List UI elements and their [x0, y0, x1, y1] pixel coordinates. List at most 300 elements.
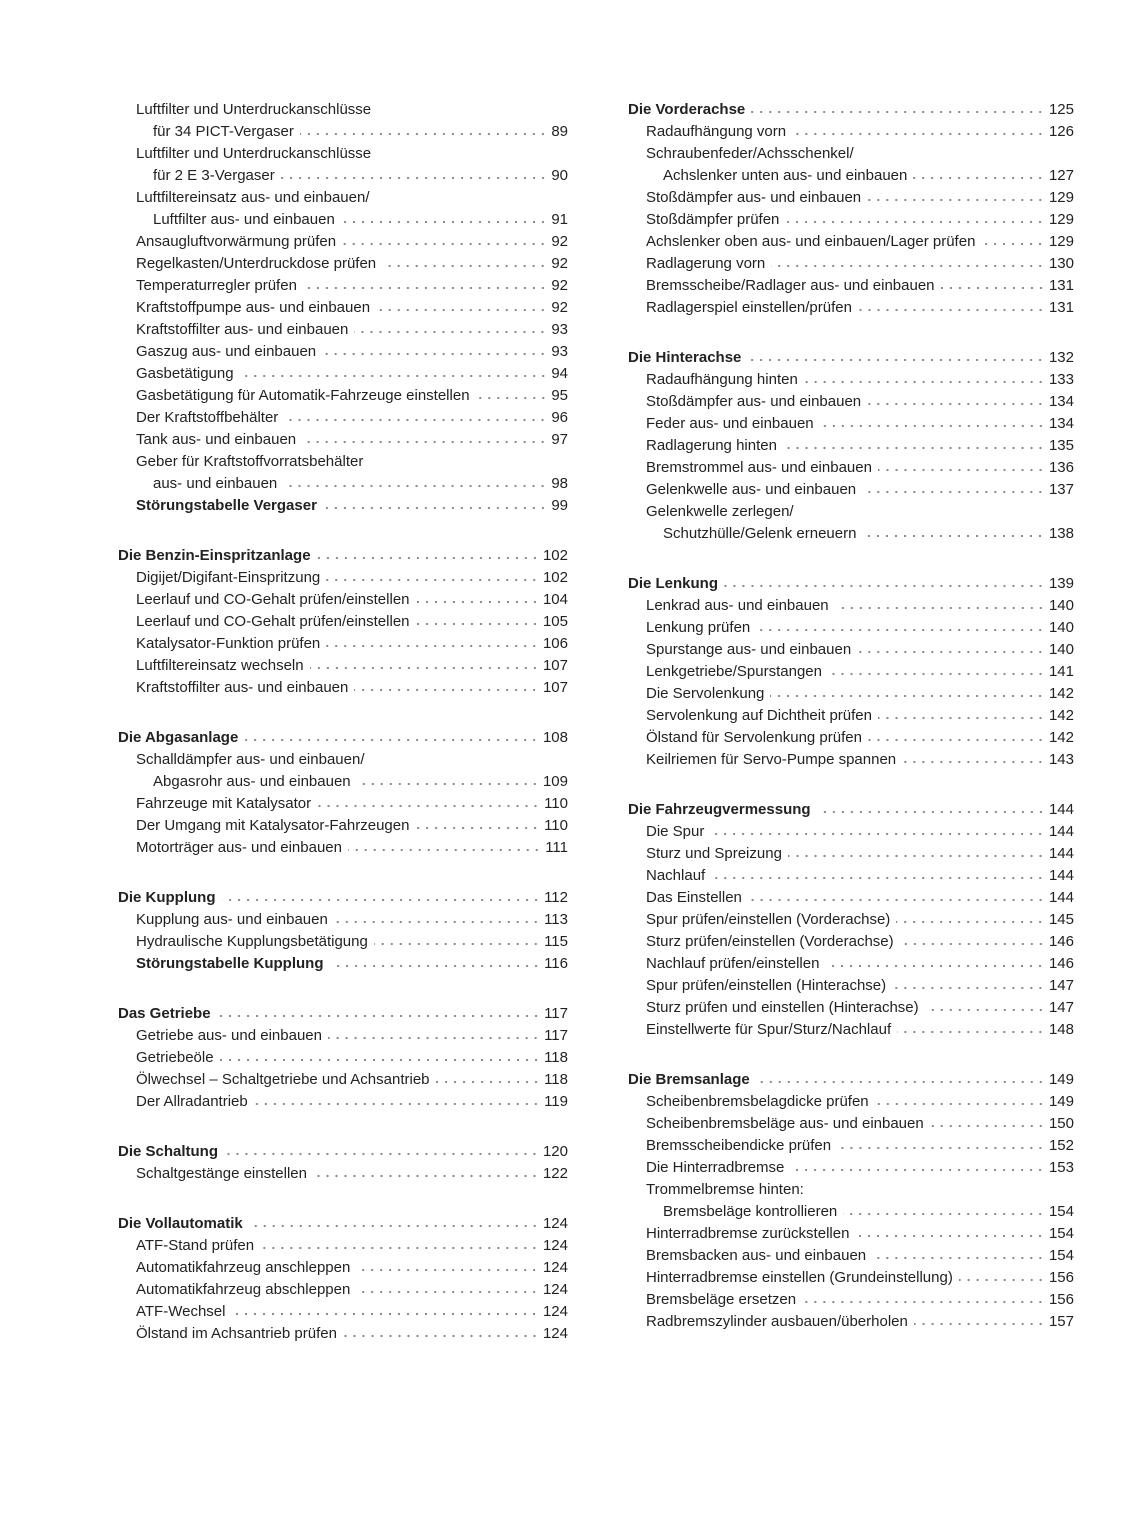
toc-entry [118, 385, 568, 407]
toc-entry [628, 727, 1074, 749]
dot-leader [284, 418, 547, 422]
toc-entry [118, 275, 568, 297]
entry-text: Leerlauf und CO-Gehalt prüfen/einstellen [136, 613, 410, 630]
dot-leader [843, 1212, 1045, 1216]
dot-leader [356, 1268, 539, 1272]
entry-text: Die Bremsanlage [628, 1071, 750, 1088]
page-number: 139 [1048, 575, 1074, 592]
section-heading [118, 887, 568, 909]
page-number: 154 [1048, 1203, 1074, 1220]
entry-text: Gaszug aus- und einbauen [136, 343, 317, 360]
entry-text: Schaltgestänge einstellen [136, 1165, 307, 1182]
entry-text: Bremsbacken aus- und einbauen [646, 1247, 867, 1264]
toc-entry [628, 1289, 1074, 1311]
page-number: 92 [551, 299, 568, 316]
entry-text: Luftfilter und Unterdruckanschlüsse [136, 145, 372, 162]
toc-entry [118, 121, 568, 143]
entry-text: Der Umgang mit Katalysator-Fahrzeugen [136, 817, 410, 834]
toc-entry [628, 639, 1074, 661]
page-number: 144 [1048, 889, 1074, 906]
entry-text: Katalysator-Funktion prüfen [136, 635, 321, 652]
page-number: 152 [1048, 1137, 1074, 1154]
entry-text: Luftfiltereinsatz aus- und einbauen/ [136, 189, 370, 206]
dot-leader [244, 738, 539, 742]
toc-entry [118, 1279, 568, 1301]
page-number: 124 [542, 1237, 568, 1254]
page-number: 141 [1048, 663, 1074, 680]
toc-entry [118, 473, 568, 495]
entry-text: Feder aus- und einbauen [646, 415, 814, 432]
toc-entry [628, 187, 1074, 209]
toc-entry [118, 931, 568, 953]
page-number: 131 [1048, 277, 1074, 294]
page-number: 150 [1048, 1115, 1074, 1132]
toc-entry [628, 253, 1074, 275]
toc-entry [628, 121, 1074, 143]
toc-entry [628, 1091, 1074, 1113]
toc-entry [628, 479, 1074, 501]
dot-leader [724, 584, 1045, 588]
dot-leader [328, 1036, 540, 1040]
dot-leader [867, 402, 1045, 406]
page-number: 107 [542, 679, 568, 696]
toc-entry [628, 369, 1074, 391]
toc-section [628, 573, 1074, 771]
dot-leader [302, 440, 547, 444]
entry-text: Tank aus- und einbauen [136, 431, 297, 448]
entry-text: Radlagerspiel einstellen/prüfen [646, 299, 852, 316]
dot-leader [415, 826, 540, 830]
entry-text: Radlagerung vorn [646, 255, 766, 272]
page-number: 143 [1048, 751, 1074, 768]
page-number: 154 [1048, 1225, 1074, 1242]
toc-section [118, 545, 568, 699]
toc-entry [118, 165, 568, 187]
dot-leader [436, 1080, 541, 1084]
toc-entry [628, 501, 1074, 523]
toc-entry [628, 617, 1074, 639]
toc-entry [628, 997, 1074, 1019]
toc-entry [118, 319, 568, 341]
page-number: 133 [1048, 371, 1074, 388]
entry-text: Die Spur [646, 823, 705, 840]
entry-text: Achslenker oben aus- und einbauen/Lager prüfen [646, 233, 976, 250]
dot-leader [330, 964, 541, 968]
dot-leader [802, 1300, 1045, 1304]
toc-section [118, 1141, 568, 1185]
entry-text: Hydraulische Kupplungsbetätigung [136, 933, 368, 950]
entry-text: Sturz prüfen und einstellen (Hinterachse) [646, 999, 919, 1016]
entry-text: Der Allradantrieb [136, 1093, 248, 1110]
page-number: 145 [1048, 911, 1074, 928]
dot-leader [374, 942, 540, 946]
page-number: 117 [544, 1005, 568, 1022]
toc-section [118, 1213, 568, 1345]
dot-leader [222, 898, 541, 902]
toc-entry [118, 187, 568, 209]
section-heading [118, 1213, 568, 1235]
page-number: 90 [551, 167, 568, 184]
section-heading [628, 99, 1074, 121]
toc-entry [628, 1223, 1074, 1245]
page-number: 147 [1048, 999, 1074, 1016]
entry-text: Stoßdämpfer aus- und einbauen [646, 189, 862, 206]
page-number: 92 [551, 255, 568, 272]
page-number: 132 [1048, 349, 1074, 366]
toc-entry [118, 1257, 568, 1279]
entry-text: Die Fahrzeugvermessung [628, 801, 811, 818]
dot-leader [930, 1124, 1045, 1128]
dot-leader [303, 286, 547, 290]
dot-leader [334, 920, 540, 924]
page-number: 125 [1048, 101, 1074, 118]
toc-entry [628, 413, 1074, 435]
entry-text: Bremsscheibendicke prüfen [646, 1137, 832, 1154]
dot-leader [342, 242, 547, 246]
dot-leader [376, 308, 547, 312]
dot-leader [317, 556, 539, 560]
toc-entry [628, 297, 1074, 319]
page-number: 129 [1048, 189, 1074, 206]
page-number: 140 [1048, 619, 1074, 636]
toc-entry [118, 677, 568, 699]
entry-text: Automatikfahrzeug anschleppen [136, 1259, 351, 1276]
dot-leader [878, 716, 1045, 720]
toc-entry [628, 1113, 1074, 1135]
dot-leader [825, 964, 1045, 968]
entry-text: Spur prüfen/einstellen (Vorderachse) [646, 911, 891, 928]
page-number: 149 [1048, 1071, 1074, 1088]
page-number: 119 [544, 1093, 568, 1110]
dot-leader [416, 622, 539, 626]
entry-text: Das Einstellen [646, 889, 742, 906]
entry-text: Die Hinterachse [628, 349, 742, 366]
dot-leader [783, 446, 1045, 450]
entry-text: Lenkung prüfen [646, 619, 751, 636]
entry-text: Ansaugluftvorwärmung prüfen [136, 233, 337, 250]
dot-leader [981, 242, 1045, 246]
entry-text: Bremstrommel aus- und einbauen [646, 459, 872, 476]
entry-text: Stoßdämpfer aus- und einbauen [646, 393, 862, 410]
toc-entry [628, 909, 1074, 931]
page-number: 134 [1048, 393, 1074, 410]
page-number: 124 [542, 1281, 568, 1298]
page-number: 97 [551, 431, 568, 448]
page-number: 148 [1048, 1021, 1074, 1038]
entry-text: Luftfilter aus- und einbauen [153, 211, 335, 228]
page-number: 137 [1048, 481, 1074, 498]
toc-entry [628, 821, 1074, 843]
page-number: 142 [1048, 707, 1074, 724]
dot-leader [711, 876, 1045, 880]
dot-leader [817, 810, 1045, 814]
page-number: 136 [1048, 459, 1074, 476]
page-number: 94 [551, 365, 568, 382]
dot-leader [837, 1146, 1045, 1150]
entry-text: Regelkasten/Unterdruckdose prüfen [136, 255, 377, 272]
dot-leader [220, 1058, 541, 1062]
entry-text: Servolenkung auf Dichtheit prüfen [646, 707, 872, 724]
page-number: 124 [542, 1303, 568, 1320]
entry-text: Kraftstoffilter aus- und einbauen [136, 679, 349, 696]
entry-text: Geber für Kraftstoffvorratsbehälter [136, 453, 364, 470]
dot-leader [792, 132, 1045, 136]
dot-leader [710, 832, 1045, 836]
page-number: 108 [542, 729, 568, 746]
toc-section [628, 1069, 1074, 1333]
dot-leader [756, 628, 1045, 632]
entry-text: Leerlauf und CO-Gehalt prüfen/einstellen [136, 591, 410, 608]
entry-text: Schutzhülle/Gelenk erneuern [663, 525, 857, 542]
entry-text: Die Servolenkung [646, 685, 765, 702]
entry-text: Lenkgetriebe/Spurstangen [646, 663, 822, 680]
dot-leader [868, 738, 1045, 742]
page-number: 129 [1048, 233, 1074, 250]
page-number: 91 [551, 211, 568, 228]
toc-entry [118, 771, 568, 793]
page-number: 109 [542, 773, 568, 790]
page-number: 111 [545, 839, 568, 856]
toc-section [118, 887, 568, 975]
entry-text: Gelenkwelle zerlegen/ [646, 503, 794, 520]
toc-entry [628, 275, 1074, 297]
entry-text: Achslenker unten aus- und einbauen [663, 167, 908, 184]
toc-entry [628, 1201, 1074, 1223]
entry-text: Getriebeöle [136, 1049, 214, 1066]
page-number: 95 [551, 387, 568, 404]
toc-section [118, 1003, 568, 1113]
page-number: 142 [1048, 729, 1074, 746]
toc-entry [628, 165, 1074, 187]
dot-leader [959, 1278, 1045, 1282]
entry-text: Die Vorderachse [628, 101, 746, 118]
dot-leader [343, 1334, 539, 1338]
page-number: 102 [542, 547, 568, 564]
page-number: 120 [542, 1143, 568, 1160]
toc-entry [118, 1069, 568, 1091]
entry-text: Spur prüfen/einstellen (Hinterachse) [646, 977, 887, 994]
entry-text: Störungstabelle Vergaser [136, 497, 317, 514]
entry-text: Die Vollautomatik [118, 1215, 243, 1232]
toc-entry [118, 567, 568, 589]
dot-leader [260, 1246, 539, 1250]
dot-leader [875, 1102, 1045, 1106]
toc-column-left [118, 99, 568, 1373]
entry-text: Scheibenbremsbeläge aus- und einbauen [646, 1115, 924, 1132]
entry-text: Keilriemen für Servo-Pumpe spannen [646, 751, 897, 768]
dot-leader [914, 1322, 1045, 1326]
entry-text: Störungstabelle Kupplung [136, 955, 324, 972]
page-number: 144 [1048, 867, 1074, 884]
page-number: 144 [1048, 801, 1074, 818]
toc-entry [118, 1163, 568, 1185]
page-number: 144 [1048, 823, 1074, 840]
page-number: 138 [1048, 525, 1074, 542]
page-number: 149 [1048, 1093, 1074, 1110]
dot-leader [317, 804, 540, 808]
section-heading [628, 347, 1074, 369]
dot-leader [326, 578, 539, 582]
entry-text: Luftfiltereinsatz wechseln [136, 657, 304, 674]
toc-entry [118, 495, 568, 517]
entry-text: Hinterradbremse einstellen (Grundeinstellung) [646, 1269, 953, 1286]
entry-text: Schraubenfeder/Achsschenkel/ [646, 145, 854, 162]
page-number: 105 [542, 613, 568, 630]
page-number: 146 [1048, 955, 1074, 972]
page-number: 106 [542, 635, 568, 652]
toc-entry [118, 1025, 568, 1047]
page-number: 154 [1048, 1247, 1074, 1264]
page-number: 118 [544, 1071, 568, 1088]
page-number: 104 [542, 591, 568, 608]
page-number: 99 [551, 497, 568, 514]
entry-text: Schalldämpfer aus- und einbauen/ [136, 751, 365, 768]
page-number: 146 [1048, 933, 1074, 950]
dot-leader [300, 132, 547, 136]
page-number: 126 [1048, 123, 1074, 140]
dot-leader [867, 198, 1045, 202]
dot-leader [281, 176, 548, 180]
entry-text: Kraftstoffpumpe aus- und einbauen [136, 299, 371, 316]
dot-leader [354, 688, 539, 692]
toc-entry [118, 1091, 568, 1113]
toc-entry [628, 1245, 1074, 1267]
entry-text: Nachlauf prüfen/einstellen [646, 955, 820, 972]
entry-text: Die Abgasanlage [118, 729, 239, 746]
dot-leader [283, 484, 547, 488]
toc-entry [628, 143, 1074, 165]
entry-text: Die Kupplung [118, 889, 216, 906]
toc-entry [118, 611, 568, 633]
dot-leader [326, 644, 539, 648]
section-heading [628, 1069, 1074, 1091]
dot-leader [313, 1174, 539, 1178]
toc-entry [628, 931, 1074, 953]
dot-leader [878, 468, 1045, 472]
entry-text: Digijet/Digifant-Einspritzung [136, 569, 321, 586]
toc-entry [118, 341, 568, 363]
dot-leader [862, 490, 1045, 494]
entry-text: Trommelbremse hinten: [646, 1181, 804, 1198]
page-number: 135 [1048, 437, 1074, 454]
dot-leader [356, 1290, 539, 1294]
toc-section [118, 99, 568, 517]
page-number: 147 [1048, 977, 1074, 994]
page-number: 144 [1048, 845, 1074, 862]
entry-text: Kraftstoffilter aus- und einbauen [136, 321, 349, 338]
page-number: 98 [551, 475, 568, 492]
entry-text: Ölwechsel – Schaltgetriebe und Achsantrieb [136, 1071, 430, 1088]
entry-text: Bremsbeläge ersetzen [646, 1291, 797, 1308]
dot-leader [416, 600, 539, 604]
page-number: 124 [542, 1259, 568, 1276]
toc-section [628, 99, 1074, 319]
page-number: 96 [551, 409, 568, 426]
dot-leader [790, 1168, 1045, 1172]
toc-entry [118, 429, 568, 451]
toc-entry [118, 589, 568, 611]
entry-text: Lenkrad aus- und einbauen [646, 597, 829, 614]
toc-entry [628, 953, 1074, 975]
dot-leader [820, 424, 1045, 428]
dot-leader [855, 1234, 1045, 1238]
entry-text: Die Lenkung [628, 575, 719, 592]
dot-leader [835, 606, 1045, 610]
section-heading [118, 545, 568, 567]
dot-leader [872, 1256, 1045, 1260]
entry-text: Nachlauf [646, 867, 706, 884]
entry-text: Einstellwerte für Spur/Sturz/Nachlauf [646, 1021, 892, 1038]
section-heading [118, 1003, 568, 1025]
page-number: 117 [544, 1027, 568, 1044]
toc-entry [628, 457, 1074, 479]
dot-leader [357, 782, 539, 786]
entry-text: Getriebe aus- und einbauen [136, 1027, 322, 1044]
page-number: 156 [1048, 1269, 1074, 1286]
toc-entry [118, 1235, 568, 1257]
page-number: 124 [542, 1325, 568, 1342]
entry-text: Temperaturregler prüfen [136, 277, 297, 294]
dot-leader [857, 650, 1045, 654]
dot-leader [900, 942, 1045, 946]
page-number: 110 [544, 817, 568, 834]
dot-leader [341, 220, 548, 224]
dot-leader [858, 308, 1045, 312]
toc-entry [628, 391, 1074, 413]
dot-leader [249, 1224, 539, 1228]
page-number: 140 [1048, 641, 1074, 658]
toc-entry [628, 1179, 1074, 1201]
toc-entry [118, 1047, 568, 1069]
toc-entry [628, 1135, 1074, 1157]
dot-leader [751, 110, 1045, 114]
entry-text: Sturz und Spreizung [646, 845, 782, 862]
entry-text: Radaufhängung hinten [646, 371, 798, 388]
toc-entry [628, 661, 1074, 683]
entry-text: Ölstand für Servolenkung prüfen [646, 729, 862, 746]
entry-text: Fahrzeuge mit Katalysator [136, 795, 312, 812]
page-number: 115 [544, 933, 568, 950]
toc-entry [628, 705, 1074, 727]
toc-entry [118, 633, 568, 655]
entry-text: ATF-Stand prüfen [136, 1237, 255, 1254]
dot-leader [770, 694, 1045, 698]
dot-leader [913, 176, 1045, 180]
toc-entry [118, 1301, 568, 1323]
page-number: 112 [544, 889, 568, 906]
toc-entry [118, 209, 568, 231]
dot-leader [828, 672, 1045, 676]
entry-text: Der Kraftstoffbehälter [136, 409, 279, 426]
dot-leader [925, 1008, 1045, 1012]
toc-entry [628, 435, 1074, 457]
entry-text: ATF-Wechsel [136, 1303, 226, 1320]
dot-leader [747, 358, 1045, 362]
toc-entry [118, 953, 568, 975]
section-heading [118, 1141, 568, 1163]
entry-text: Abgasrohr aus- und einbauen [153, 773, 351, 790]
page-number: 124 [542, 1215, 568, 1232]
entry-text: Ölstand im Achsantrieb prüfen [136, 1325, 337, 1342]
toc-section [118, 727, 568, 859]
toc-entry [628, 887, 1074, 909]
toc-entry [628, 843, 1074, 865]
dot-leader [788, 854, 1045, 858]
dot-leader [254, 1102, 540, 1106]
dot-leader [217, 1014, 541, 1018]
dot-leader [897, 1030, 1045, 1034]
entry-text: Radbremszylinder ausbauen/überholen [646, 1313, 908, 1330]
